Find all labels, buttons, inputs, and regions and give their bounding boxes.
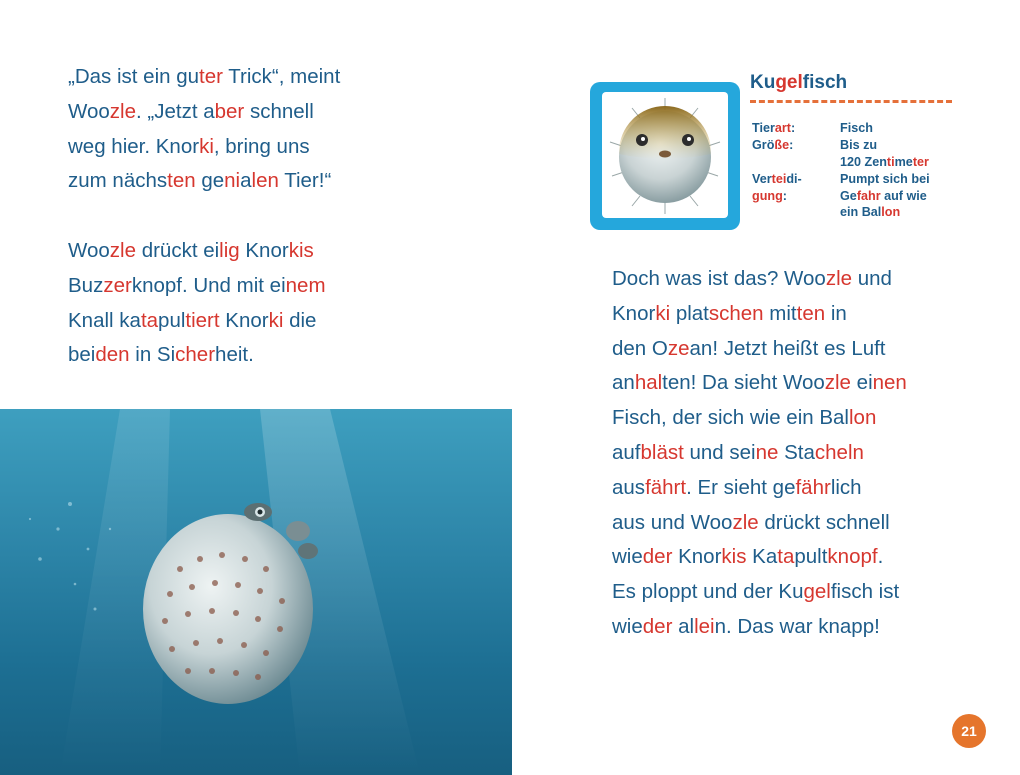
syllable-highlight: zle <box>732 510 759 534</box>
syllable-highlight: fähr <box>795 475 831 499</box>
text-line <box>68 130 340 165</box>
text-segment: Grö <box>752 138 775 152</box>
syllable-highlight: ki <box>268 308 284 332</box>
text-segment: lich <box>830 475 862 499</box>
syllable-highlight: tei <box>771 172 787 186</box>
text-line <box>68 234 340 269</box>
syllable-highlight: ni <box>224 169 241 193</box>
text-segment: : <box>789 138 794 152</box>
text-segment: fisch <box>802 72 848 93</box>
text-line <box>612 401 907 436</box>
syllable-highlight: zle <box>109 238 136 262</box>
text-segment: bei <box>68 343 96 367</box>
syllable-highlight: ta <box>777 545 795 569</box>
syllable-highlight: fahr <box>856 188 881 203</box>
text-line <box>68 269 340 304</box>
text-line <box>612 436 907 471</box>
text-segment: die <box>283 308 317 332</box>
text-segment: und <box>852 267 892 290</box>
text-line <box>612 610 907 645</box>
text-segment: Trick“, meint <box>222 65 341 88</box>
text-line <box>612 262 907 297</box>
paragraph-gap <box>68 199 340 234</box>
text-segment: Bis zu <box>840 138 878 152</box>
text-segment: und sei <box>683 440 756 464</box>
text-segment: heit. <box>215 343 254 367</box>
syllable-highlight: ber <box>214 99 245 123</box>
syllable-highlight: zle <box>824 371 851 395</box>
text-line <box>68 95 340 130</box>
syllable-highlight: lei <box>694 614 715 638</box>
text-segment: Ka <box>746 545 778 569</box>
text-segment: Fisch, der sich wie ein Bal <box>612 406 849 430</box>
text-segment: 120 Zen <box>840 154 887 169</box>
text-segment: wie <box>612 545 643 569</box>
syllable-highlight: ze <box>667 336 690 360</box>
text-segment: an <box>612 371 635 395</box>
text-line <box>612 540 907 575</box>
text-segment: : <box>790 121 796 135</box>
syllable-highlight: art <box>774 121 791 135</box>
syllable-highlight: lig <box>219 238 240 262</box>
text-segment: drückt ei <box>136 238 220 262</box>
text-segment: . Er sieht ge <box>686 475 796 499</box>
text-segment: . „Jetzt a <box>136 99 215 123</box>
text-segment: pul <box>158 308 186 332</box>
text-segment: drückt schnell <box>758 510 890 534</box>
text-line <box>68 338 340 373</box>
text-segment: den O <box>612 336 668 360</box>
text-line <box>68 164 340 199</box>
fact-value-line <box>840 171 980 188</box>
text-segment: wie <box>612 614 643 638</box>
syllable-highlight: ki <box>199 134 214 158</box>
syllable-highlight: gel <box>803 580 831 604</box>
syllable-highlight: ti <box>886 154 895 169</box>
text-segment: ten! Da sieht Woo <box>662 371 825 395</box>
syllable-highlight: cheln <box>814 440 864 464</box>
text-segment: al <box>672 614 695 638</box>
text-segment: an! Jetzt heißt es Luft <box>689 336 886 360</box>
syllable-highlight: gung <box>752 188 783 203</box>
story-text-left <box>68 60 340 373</box>
fact-label <box>752 120 832 137</box>
syllable-highlight: der <box>642 545 673 569</box>
card-title <box>750 72 847 94</box>
text-segment: aus und Woo <box>612 510 733 534</box>
fact-label <box>752 171 832 204</box>
syllable-highlight: schen <box>708 301 764 325</box>
text-segment: a <box>240 169 252 193</box>
syllable-highlight: hal <box>634 371 663 395</box>
fact-value-line <box>840 137 980 154</box>
text-segment: in <box>825 301 847 325</box>
text-segment: , bring uns <box>213 134 310 158</box>
syllable-highlight: zle <box>109 99 136 123</box>
text-segment: plat <box>670 301 709 325</box>
syllable-highlight: knopf <box>827 545 878 569</box>
text-line <box>612 506 907 541</box>
syllable-highlight: nen <box>872 371 907 395</box>
syllable-highlight: ne <box>755 440 779 464</box>
syllable-highlight: zle <box>825 267 853 290</box>
syllable-highlight: len <box>251 169 279 193</box>
story-text-right <box>612 262 907 645</box>
text-segment: Ver <box>752 172 772 186</box>
text-line <box>68 304 340 339</box>
text-line <box>612 575 907 610</box>
fact-value <box>840 120 980 137</box>
text-segment: n. Das war knapp! <box>714 614 880 638</box>
fact-label <box>752 137 832 154</box>
text-segment: Fisch <box>840 121 873 135</box>
syllable-highlight: ße <box>774 138 790 152</box>
syllable-highlight: nem <box>285 273 326 297</box>
fact-value <box>840 137 980 170</box>
text-segment: di- <box>786 172 802 186</box>
syllable-highlight: der <box>642 614 673 638</box>
syllable-highlight: kis <box>721 545 747 569</box>
syllable-highlight: ten <box>796 301 826 325</box>
text-segment: Woo <box>68 238 110 262</box>
text-segment: Knor <box>219 308 269 332</box>
text-line <box>68 60 340 95</box>
text-segment: in Si <box>129 343 176 367</box>
syllable-highlight: ten <box>167 169 196 193</box>
syllable-highlight: tiert <box>185 308 220 332</box>
syllable-highlight: ta <box>140 308 159 332</box>
text-segment: Pumpt sich bei <box>840 172 930 186</box>
text-segment: Ku <box>750 72 776 93</box>
text-segment: Woo <box>68 99 110 123</box>
text-segment: auf <box>612 440 641 464</box>
text-segment: Tier <box>752 121 775 135</box>
text-segment: Es ploppt und der Ku <box>612 580 804 604</box>
text-segment: . <box>877 545 884 569</box>
text-segment: Knor <box>672 545 722 569</box>
text-segment: pult <box>794 545 828 569</box>
pufferfish-underwater-photo <box>0 409 512 775</box>
syllable-highlight: fährt <box>645 475 687 499</box>
text-segment: schnell <box>244 99 314 123</box>
text-segment: Sta <box>778 440 815 464</box>
text-segment: Knor <box>239 238 289 262</box>
text-segment: Tier!“ <box>278 169 332 193</box>
syllable-highlight: gel <box>775 72 803 93</box>
text-segment: aus <box>612 475 646 499</box>
text-segment: mit <box>763 301 797 325</box>
text-line <box>612 332 907 367</box>
syllable-highlight: ter <box>912 154 929 169</box>
text-segment: „Das ist ein gu <box>68 65 200 88</box>
card-photo-frame <box>590 82 740 230</box>
syllable-highlight: lon <box>881 205 901 219</box>
text-segment: ei <box>850 371 873 395</box>
card-divider <box>750 100 952 103</box>
syllable-highlight: bläst <box>640 440 684 464</box>
fact-value-line <box>840 120 980 137</box>
page-number-badge: 21 <box>952 714 986 748</box>
text-segment: Buz <box>68 273 104 297</box>
text-segment: ein Bal <box>840 205 882 219</box>
syllable-highlight: den <box>95 343 130 367</box>
fact-value-line <box>840 154 980 171</box>
pufferfish-card-photo <box>602 92 728 218</box>
syllable-highlight: zer <box>103 273 132 297</box>
syllable-highlight: kis <box>288 238 314 262</box>
text-line <box>612 366 907 401</box>
text-segment: zum nächs <box>68 169 168 193</box>
text-segment: : <box>782 188 787 203</box>
fact-value <box>840 171 980 221</box>
fact-card <box>590 70 970 240</box>
text-segment: me <box>894 154 913 169</box>
text-segment: knopf. Und mit ei <box>131 273 286 297</box>
syllable-highlight: ter <box>199 65 223 88</box>
text-line <box>612 297 907 332</box>
syllable-highlight: ki <box>655 301 671 325</box>
text-segment: auf wie <box>880 188 927 203</box>
text-segment: Knall ka <box>68 308 141 332</box>
text-segment: ge <box>195 169 225 193</box>
text-segment: Ge <box>840 188 857 203</box>
syllable-highlight: lon <box>848 406 877 430</box>
syllable-highlight: cher <box>175 343 216 367</box>
text-line <box>612 471 907 506</box>
text-segment: weg hier. Knor <box>68 134 200 158</box>
fact-value-line <box>840 204 980 221</box>
text-segment: Doch was ist das? Woo <box>612 267 826 290</box>
fact-value-line <box>840 188 980 205</box>
text-segment: fisch ist <box>830 580 900 604</box>
text-segment: Knor <box>612 301 656 325</box>
